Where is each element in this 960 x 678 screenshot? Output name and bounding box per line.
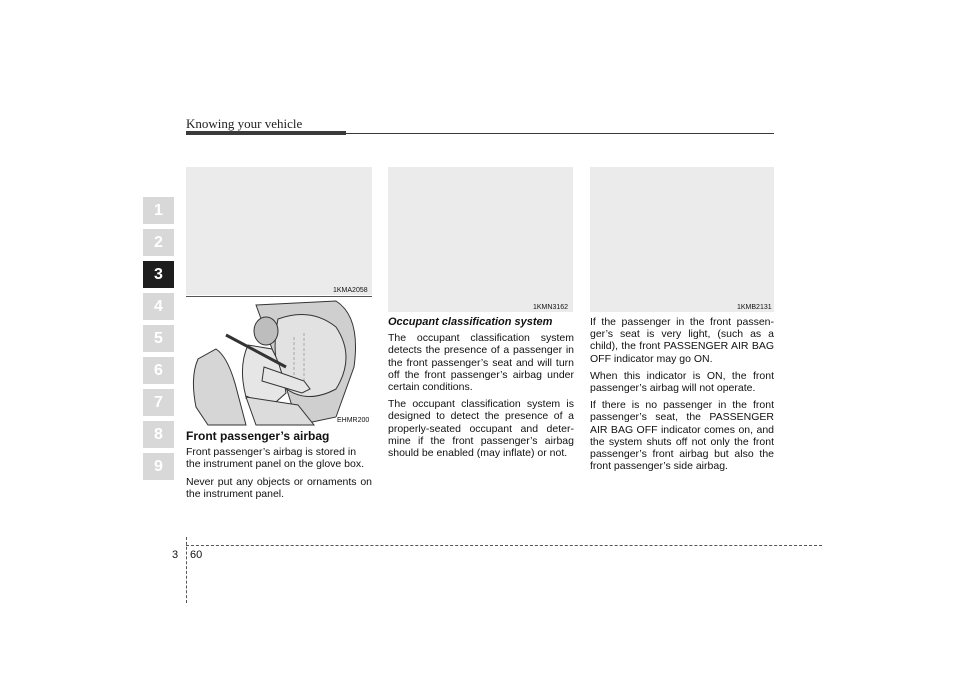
- chapter-tab-4[interactable]: 4: [143, 293, 174, 320]
- chapter-tab-1[interactable]: 1: [143, 197, 174, 224]
- paragraph: Front passenger’s airbag is stored in the instrument panel on the glove box.: [186, 446, 365, 471]
- chapter-tab-5[interactable]: 5: [143, 325, 174, 352]
- column-3-text: [590, 316, 774, 477]
- paragraph: Never put any objects or ornaments on the instrument panel.: [186, 475, 372, 500]
- column-1-text: [186, 430, 372, 505]
- page-chapter-number: 3: [172, 549, 179, 561]
- figure-code-col1-illustration: EHMR200: [337, 417, 370, 424]
- section-heading-occupant-classification: Occupant classification system: [388, 316, 553, 328]
- section-heading-front-passenger-airbag: Front passenger’s airbag: [186, 429, 330, 443]
- running-header-title: Knowing your vehicle: [186, 116, 303, 131]
- chapter-tab-7[interactable]: 7: [143, 389, 174, 416]
- figure-code-col2: 1KMN3162: [533, 304, 569, 311]
- paragraph: If there is no passenger in the front passenger’s seat, the PASSENGER AIR BAG OFF indicator comes on, and the system shuts off not only the front passenger’s front airbag but also the front passenger’s side airbag.: [590, 399, 774, 473]
- paragraph: The occupant classification system detects the presence of a passenger in the front passenger’s seat and will turn off the front passenger’s airbag under certain conditions.: [388, 332, 574, 394]
- chapter-tab-6[interactable]: 6: [143, 357, 174, 384]
- airbag-illustration: [186, 297, 372, 427]
- footer-rule: [186, 545, 822, 546]
- header-rule-thin: [346, 133, 774, 134]
- column-2-text: [388, 316, 574, 464]
- figure-code-col1-top: 1KMA2058: [333, 287, 368, 294]
- figure-placeholder-col3: [590, 167, 774, 312]
- paragraph: When this indicator is ON, the front passenger’s airbag will not operate.: [590, 369, 774, 395]
- chapter-tab-2[interactable]: 2: [143, 229, 174, 256]
- figure-code-col3: 1KMB2131: [737, 304, 772, 311]
- paragraph: If the passenger in the front passen-ger’s seat is very light, (such as a child), the front PASSENGER AIR BAG OFF indicator may go ON.: [590, 316, 774, 365]
- chapter-tab-9[interactable]: 9: [143, 453, 174, 480]
- chapter-tab-3[interactable]: 3: [143, 261, 174, 288]
- header-rule-dark: [186, 131, 346, 135]
- figure-placeholder-col2: [388, 167, 573, 312]
- paragraph: The occupant classification system is designed to detect the presence of a properly-seated occupant and deter-mine if the front passenger’s airbag should be enabled (may inflate) or not.: [388, 398, 574, 460]
- footer-vertical-rule: [186, 537, 187, 603]
- figure-placeholder-col1-top: [186, 167, 372, 295]
- chapter-tab-8[interactable]: 8: [143, 421, 174, 448]
- page-number: 60: [190, 549, 203, 561]
